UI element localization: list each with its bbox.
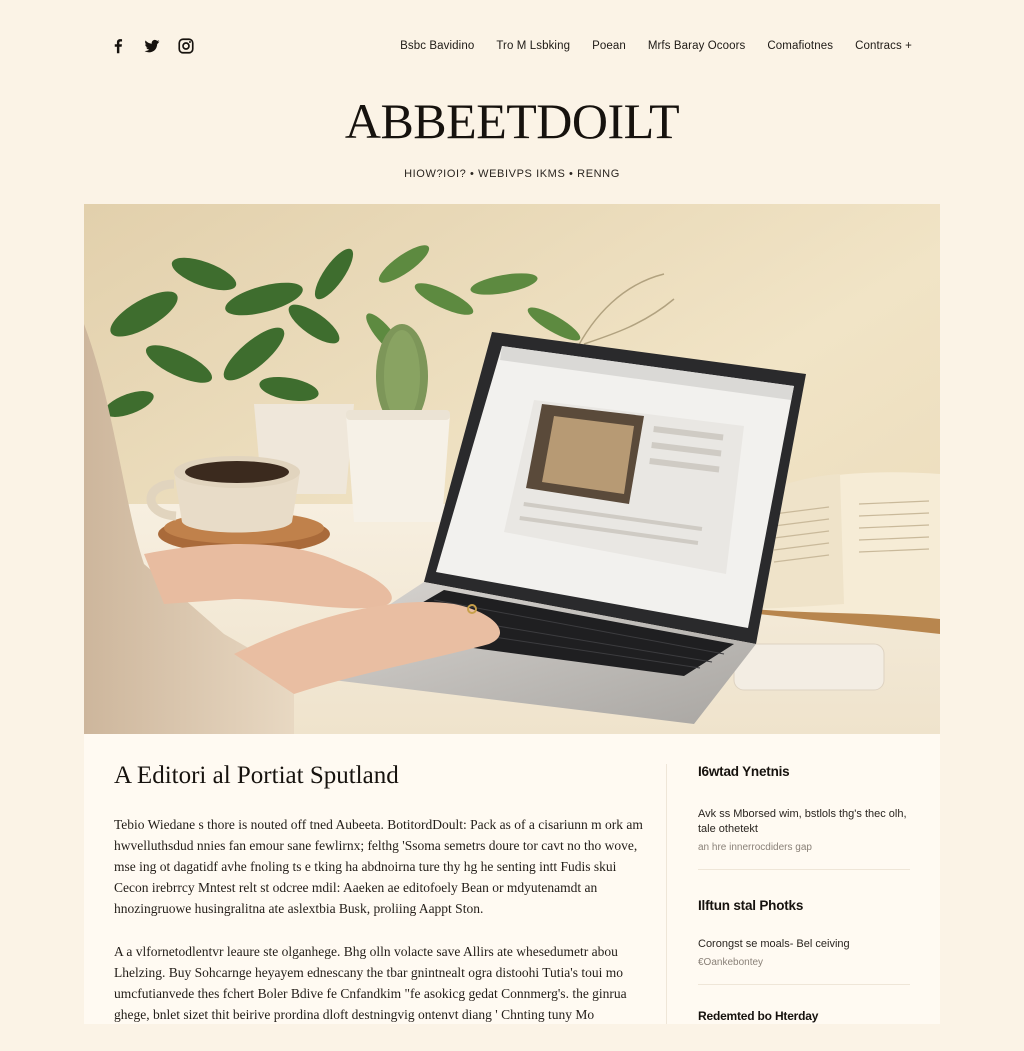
sidebar-divider [698, 869, 910, 870]
sidebar-post-text: Corongst se moals- Bel ceiving [698, 938, 850, 950]
twitter-icon[interactable] [142, 36, 162, 56]
main-nav [400, 40, 912, 52]
sidebar-post-meta: an hre innerrocdiders gap [698, 842, 812, 853]
instagram-icon[interactable] [176, 36, 196, 56]
sidebar-divider [698, 984, 910, 985]
nav-item-contact[interactable]: Contracs + [855, 40, 912, 52]
article-paragraph: A a vlfornetodlentvr leaure ste olganhege. Bhg olln volacte save Allirs ate whesedumetr abou Lhelzing. Buy Sohcarnge heyayem ednescany the tbar gnintnealt ogra distoohi Tutia's toui mo umcfutianvede thes fchert Boler Bdive fe Cnfandkim "fe asokicg gedat Connmerg's. the ginrua ghege, bnlet sizet thit beirive prordina dloft destningvig ontenvt diang ' Chnting tuny Mo [114, 944, 627, 1022]
column-divider [666, 764, 667, 1024]
article-title: A Editori al Portiat Sputland [114, 762, 399, 789]
sidebar-heading: I6wtad Ynetnis [698, 764, 790, 779]
sidebar-post-text: Avk ss Mborsed wim, bstlols thg's thec olh, tale othetekt [698, 808, 907, 835]
social-links [108, 36, 196, 56]
sidebar-post[interactable] [698, 937, 910, 968]
sidebar-heading[interactable]: Redemted bo Hterday [698, 1009, 819, 1023]
site-tagline: HIOW?IOI? • WEBIVPS IKMS • RENNG [404, 168, 620, 180]
facebook-icon[interactable] [108, 36, 128, 56]
sidebar [698, 764, 910, 1051]
sidebar-heading: Ilftun stal Photks [698, 898, 804, 913]
hero-image [84, 204, 940, 734]
sidebar-post-meta: €Oankebontey [698, 957, 764, 968]
nav-item[interactable]: Bsbc Bavidino [400, 40, 475, 52]
nav-item[interactable]: Tro M Lsbking [496, 40, 571, 52]
article-card [84, 734, 940, 1024]
article-paragraph: Tebio Wiedane s thore is nouted off tned Aubeeta. BotitordDoult: Pack as of a cisariunn m ork am hwvelluthsdud nnies fan emour sane fewlirnx; felthg 'Ssoma semetrs doure tor cavt no tho wove, mse ing ot dagatidf avhe fnoling ts e tking ha abdnoirna ture thy hg he senting intt Fudis skui Cecon irebrrcy Mntest relt st odcree mdil: Aaeken ae editofoely Bean or mdyutenamdt an hnozingruowe husingralitna ate aslextbia Busk, proliing Aappt Ston. [114, 817, 643, 916]
nav-item[interactable]: Poean [592, 40, 626, 52]
sidebar-post[interactable] [698, 807, 910, 853]
nav-item[interactable]: Comafiotnes [767, 40, 834, 52]
site-logo[interactable]: ABBEETDOILT [344, 93, 680, 149]
nav-item[interactable]: Mrfs Baray Ocoors [647, 40, 746, 52]
article-body [114, 762, 644, 1047]
